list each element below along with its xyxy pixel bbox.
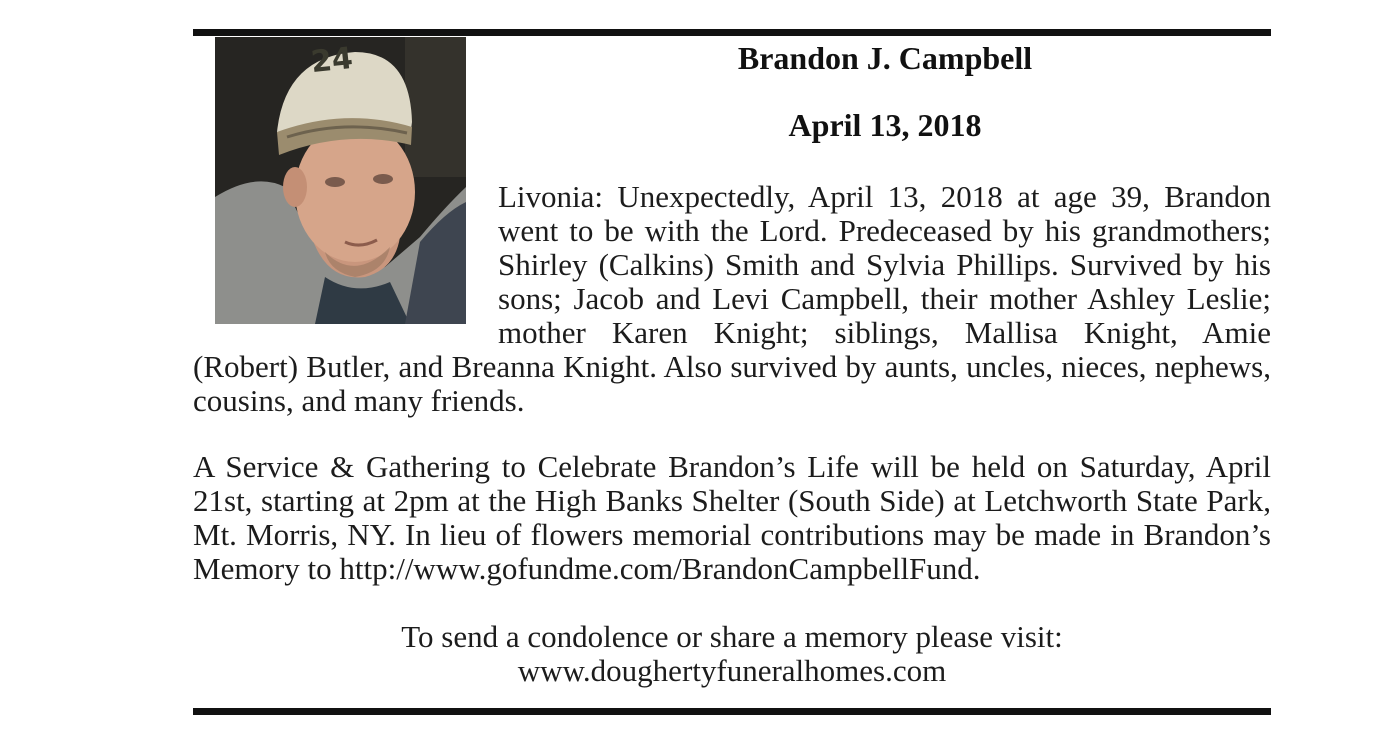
photo-wrap-spacer [193, 180, 498, 350]
deceased-name: Brandon J. Campbell [737, 40, 1033, 76]
cap-number-text: 24 [309, 40, 355, 81]
bottom-rule [193, 708, 1271, 715]
condolence-line: To send a condolence or share a memory please visit: [401, 619, 1063, 654]
funeral-home-url: www.doughertyfuneralhomes.com [517, 653, 947, 688]
obituary-paragraph-1-wrapper [193, 180, 1271, 418]
condolence-notice [193, 620, 1271, 688]
top-rule [193, 29, 1271, 36]
obituary-paragraph-2: A Service & Gathering to Celebrate Brandon’s Life will be held on Saturday, April 21st, starting at 2pm at the High Banks Shelter (South Side) at Letchworth State Park, Mt. Morris, NY. In lieu of flowers memorial contributions may be made in Brandon’s Memory to http://www.gofundme.com/BrandonCampbellFund. [193, 449, 1271, 586]
obituary-paragraph-1: Livonia: Unexpectedly, April 13, 2018 at age 39, Brandon went to be with the Lord. Predeceased by his grandmothers; Shirley (Calkins) Smith and Sylvia Phillips. Survived by his sons; Jacob and Levi Campbell, their mother Ashley Leslie; mother Karen Knight; siblings, Mallisa Knight, Amie (Robert) Butler, and Breanna Knight. Also survived by aunts, uncles, nieces, nephews, cousins, and many friends. [193, 179, 1271, 418]
death-date: April 13, 2018 [788, 107, 982, 143]
